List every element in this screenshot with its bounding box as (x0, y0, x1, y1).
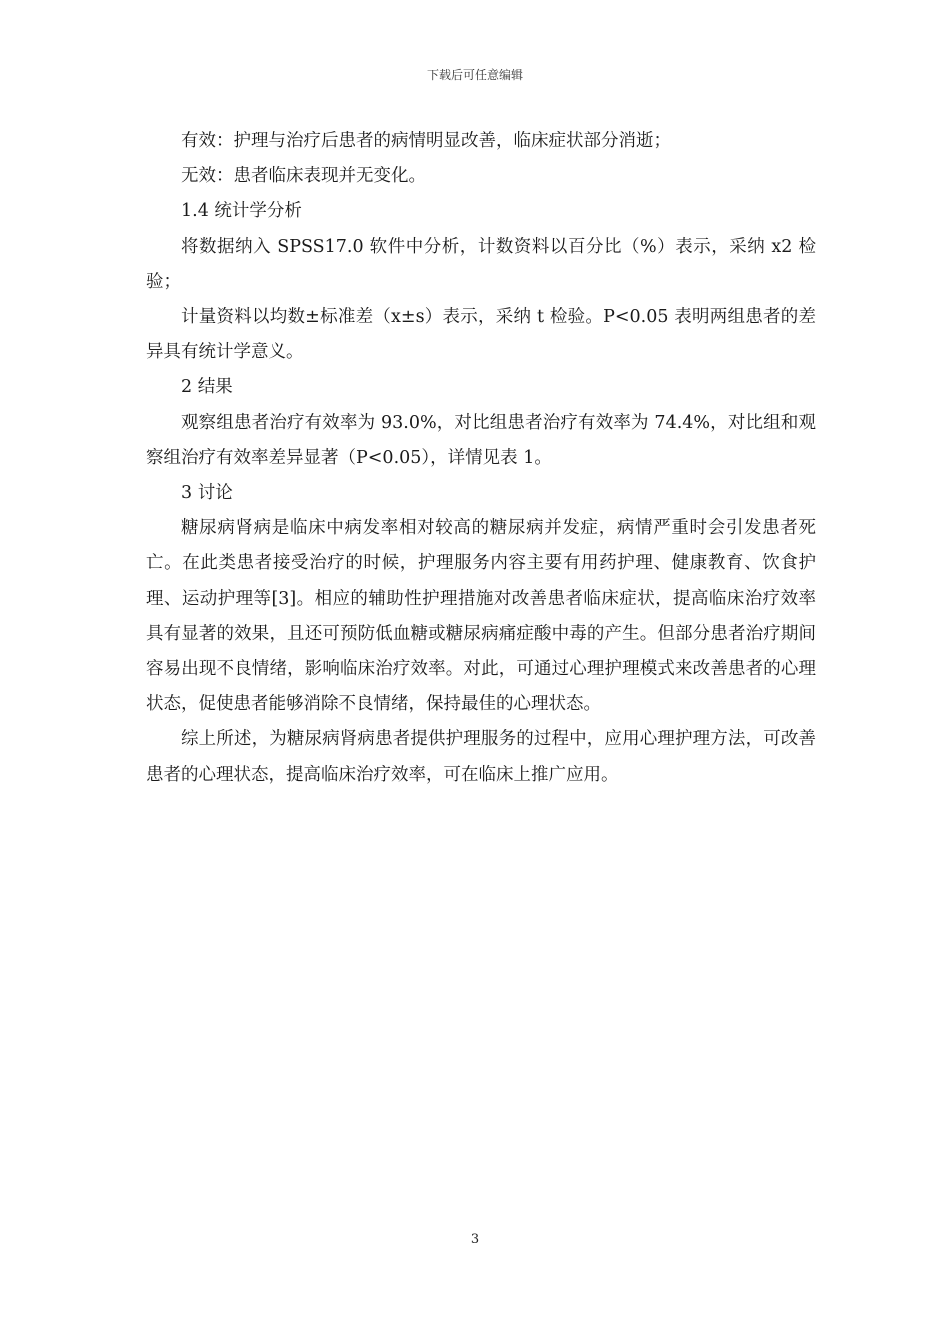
paragraph-conclusion: 综上所述，为糖尿病肾病患者提供护理服务的过程中，应用心理护理方法，可改善患者的心理状态，提高临床治疗效率，可在临床上推广应用。 (146, 729, 816, 785)
page-header: 下载后可任意编辑 (426, 68, 523, 82)
paragraph-measurement: 计量资料以均数±标准差（x±s）表示，采纳 t 检验。P<0.05 表明两组患者的差异具有统计学意义。 (146, 307, 816, 363)
paragraph-discussion: 糖尿病肾病是临床中病发率相对较高的糖尿病并发症，病情严重时会引发患者死亡。在此类患者接受治疗的时候，护理服务内容主要有用药护理、健康教育、饮食护理、运动护理等[3]。相应的辅助性护理措施对改善患者临床症状，提高临床治疗效率具有显著的效果，且还可预防低血糖或糖尿病痛症酸中毒的产生。但部分患者治疗期间容易出现不良情绪，影响临床治疗效率。对此，可通过心理护理模式来改善患者的心理状态，促使患者能够消除不良情绪，保持最佳的心理状态。 (146, 518, 816, 715)
section-heading-statistics: 1.4 统计学分析 (181, 201, 302, 222)
document-body (146, 124, 816, 793)
paragraph-spss: 将数据纳入 SPSS17.0 软件中分析，计数资料以百分比（%）表示，采纳 x2 检验； (146, 236, 816, 292)
paragraph-ineffective: 无效：患者临床表现并无变化。 (181, 166, 426, 187)
paragraph-results: 观察组患者治疗有效率为 93.0%，对比组患者治疗有效率为 74.4%，对比组和观察组治疗有效率差异显著（P<0.05），详情见表 1。 (146, 412, 816, 468)
page-number: 3 (470, 1232, 480, 1247)
section-heading-results: 2 结果 (181, 377, 233, 398)
paragraph-effective: 有效：护理与治疗后患者的病情明显改善，临床症状部分消逝； (181, 131, 671, 151)
section-heading-discussion: 3 讨论 (181, 483, 233, 504)
